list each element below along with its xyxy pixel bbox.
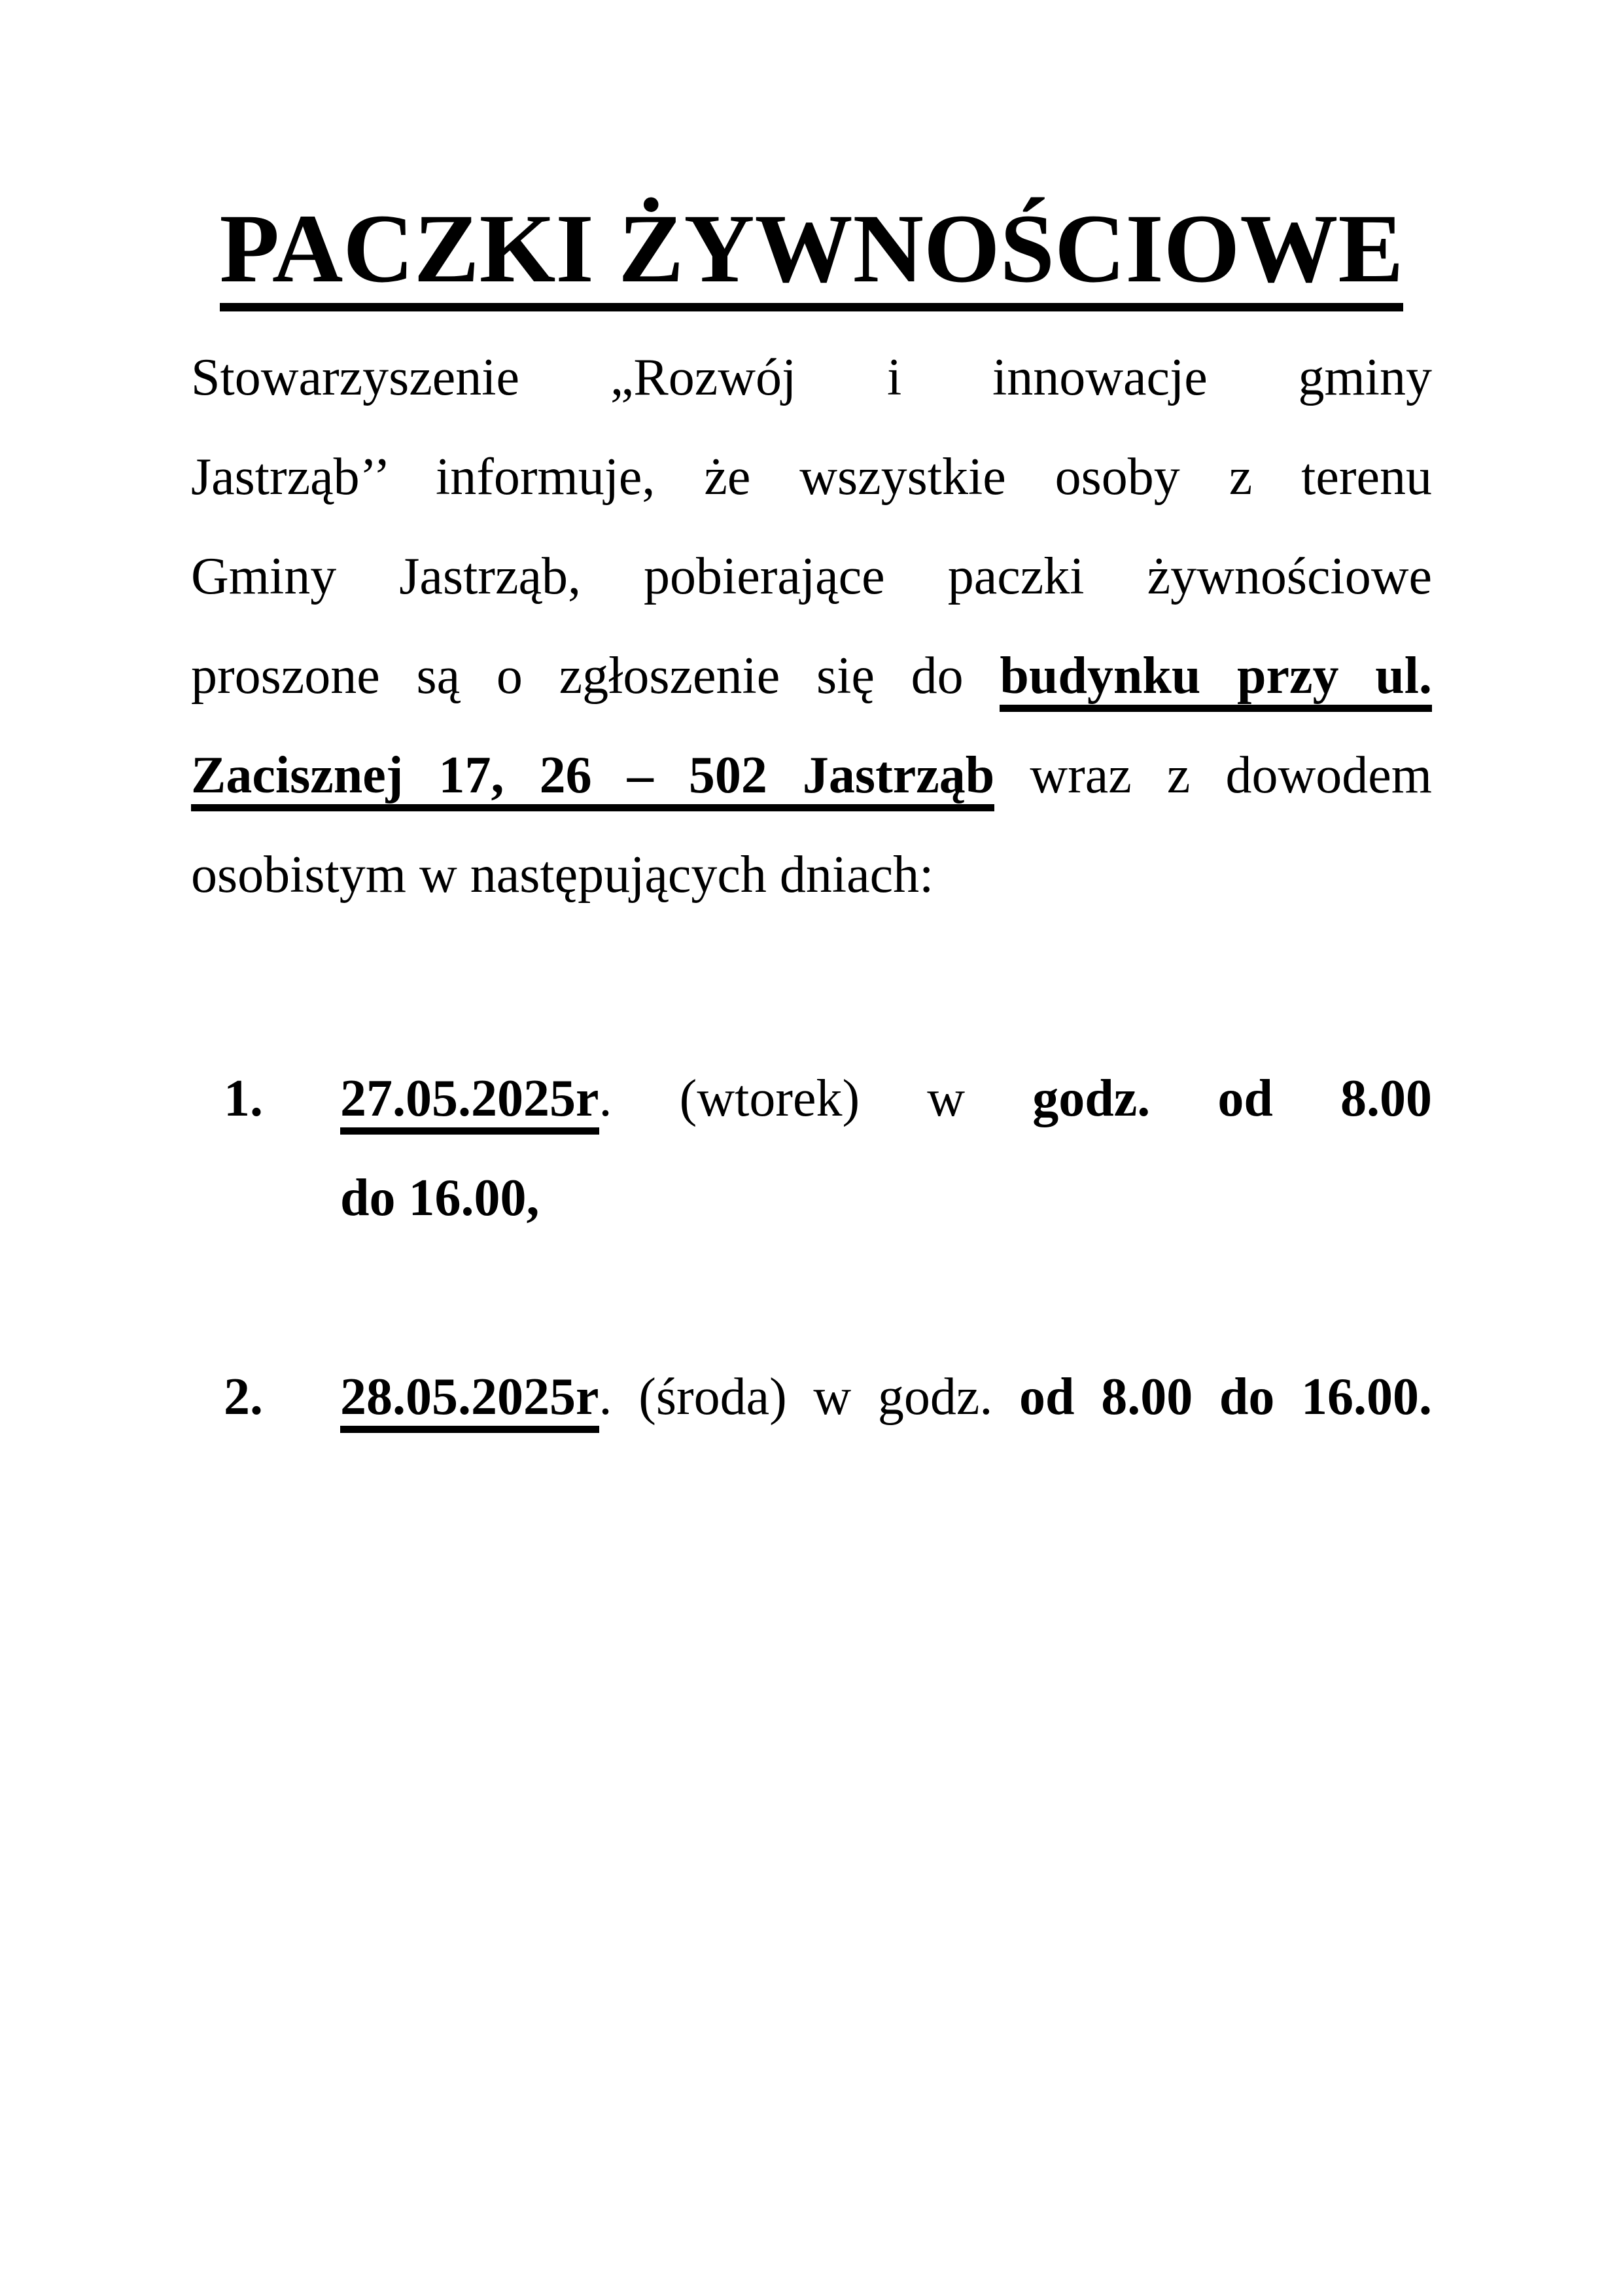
address-highlight-part-2: Zacisznej 17, 26 – 502 Jastrząb — [191, 747, 994, 811]
paragraph-line-2-text: Jastrząb’’ informuje, że wszystkie osoby z terenu — [191, 448, 1432, 506]
list-item-1-weekday: (wtorek) — [679, 1070, 860, 1127]
intro-paragraph — [191, 328, 1432, 925]
paragraph-line-6-text: osobistym w następujących dniach: — [191, 846, 934, 904]
paragraph-line-5 — [191, 726, 1432, 825]
paragraph-line-3 — [191, 527, 1432, 626]
paragraph-line-5-text: wraz z dowodem — [1030, 747, 1433, 804]
list-item-1-date: 27.05.2025r — [340, 1070, 599, 1135]
list-item-2-date: 28.05.2025r — [340, 1368, 599, 1433]
list-item-2 — [191, 1347, 1432, 1447]
address-highlight-part-1: budynku przy ul. — [1000, 647, 1432, 712]
list-item-1-hours-end: do 16.00, — [340, 1169, 540, 1227]
paragraph-line-1 — [191, 328, 1432, 427]
list-item-2-date-dot: . — [599, 1368, 612, 1426]
list-item-1 — [191, 1049, 1432, 1248]
list-item-2-number: 2. — [224, 1368, 263, 1426]
list-item-1-number: 1. — [224, 1070, 263, 1127]
paragraph-line-2 — [191, 427, 1432, 527]
list-item-2-body — [340, 1347, 1432, 1447]
list-item-1-body — [340, 1049, 1432, 1248]
list-item-1-hours: godz. od 8.00 — [1032, 1070, 1433, 1127]
page-title — [191, 194, 1432, 303]
paragraph-line-4-text: proszone są o zgłoszenie się do — [191, 647, 964, 705]
list-item-2-line-1 — [340, 1347, 1432, 1447]
page-title-text: PACZKI ŻYWNOŚCIOWE — [220, 194, 1404, 311]
paragraph-line-6 — [191, 825, 1432, 925]
paragraph-line-3-text: Gminy Jastrząb, pobierające paczki żywnościowe — [191, 548, 1432, 605]
list-item-1-date-dot: . — [599, 1070, 612, 1127]
list-item-1-line-2 — [340, 1148, 1432, 1248]
list-item-1-conj: w — [927, 1070, 966, 1127]
paragraph-line-4 — [191, 626, 1432, 726]
document-content — [0, 194, 1623, 1447]
list-item-2-hours: od 8.00 do 16.00. — [1019, 1368, 1433, 1426]
list-item-1-line-1 — [340, 1049, 1432, 1148]
paragraph-line-1-text: Stowarzyszenie „Rozwój i innowacje gminy — [191, 349, 1432, 406]
list-item-2-middle: (środa) w godz. — [638, 1368, 993, 1426]
schedule-list — [191, 1049, 1432, 1447]
